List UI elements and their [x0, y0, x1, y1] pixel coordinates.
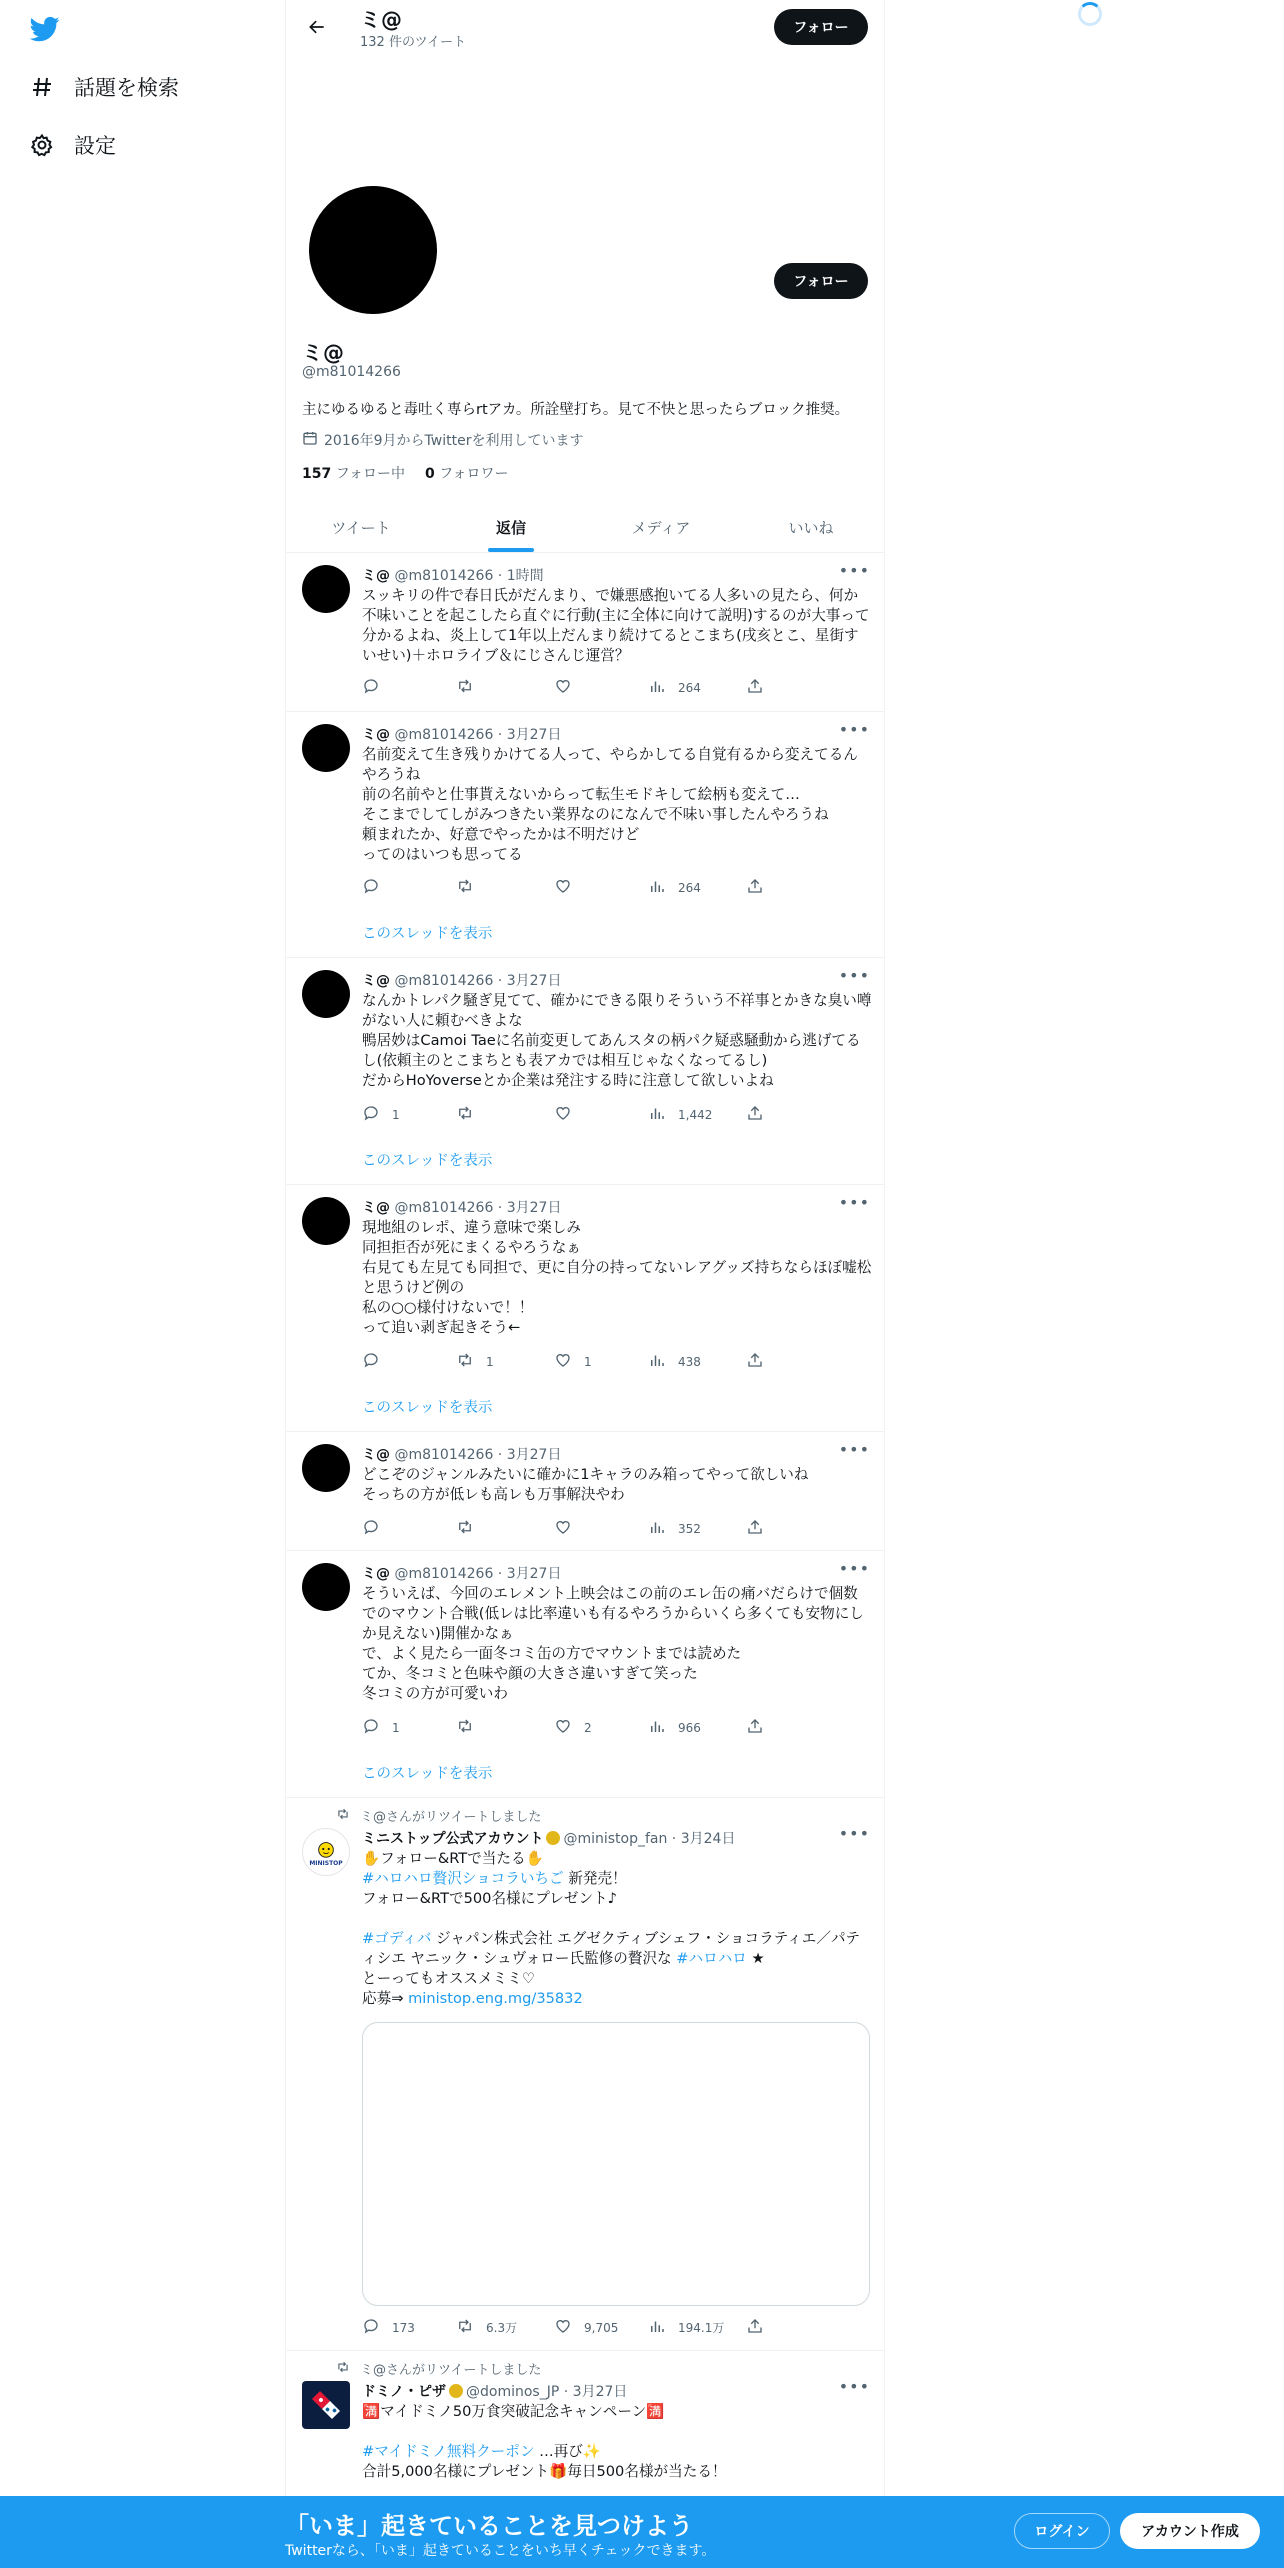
calendar-icon: [302, 430, 318, 450]
like-count: 2: [584, 1720, 592, 1735]
nav-explore[interactable]: [28, 67, 179, 107]
like-button[interactable]: [554, 1351, 592, 1372]
retweet-icon: [456, 1518, 474, 1539]
share-button[interactable]: [746, 1351, 764, 1372]
tweet-text-line: ★: [746, 1950, 765, 1967]
show-thread-link[interactable]: このスレッドを表示: [362, 1766, 493, 1782]
like-button[interactable]: [554, 1717, 592, 1738]
hashtag-link[interactable]: #ハロハロ贅沢ショコラいちご: [362, 1870, 564, 1887]
share-button[interactable]: [746, 877, 764, 898]
more-options-icon[interactable]: •••: [838, 1193, 870, 1212]
views-count: 438: [678, 1354, 701, 1369]
hashtag-link[interactable]: #ゴディバ: [362, 1930, 432, 1947]
retweet-icon: [456, 1717, 474, 1738]
views-count: 1,442: [678, 1107, 713, 1122]
reply-icon: [362, 677, 380, 698]
views-chart-icon: [648, 677, 666, 698]
reply-icon: [362, 1717, 380, 1738]
views-count: 264: [678, 880, 701, 895]
like-button[interactable]: [554, 877, 584, 898]
tweet-text-line: 🈵マイドミノ50万食突破記念キャンペーン🈵: [362, 2403, 665, 2420]
dominos-logo-icon: [309, 2388, 343, 2422]
signup-prompt-bar: [0, 2496, 1284, 2568]
tweet-actions: [362, 1104, 802, 1124]
views-button[interactable]: [648, 1518, 701, 1539]
views-chart-icon: [648, 1518, 666, 1539]
tweet-actions: [362, 677, 802, 697]
tweet-actions: [362, 1717, 802, 1737]
views-chart-icon: [648, 2317, 666, 2338]
tweet-handle[interactable]: @ministop_fan: [563, 1831, 668, 1847]
retweet-indicator-text: ミ@さんがリツイートしました: [360, 2363, 542, 2378]
like-button[interactable]: [554, 2317, 618, 2338]
tweet[interactable]: [286, 1432, 885, 1551]
profile-follow-button[interactable]: フォロー: [774, 263, 868, 299]
reply-count: 1: [392, 1720, 400, 1735]
tweet-time[interactable]: 3月27日: [506, 1566, 562, 1582]
tweet-text: どこぞのジャンルみたいに確かに1キャラのみ箱ってやって欲しいね そっちの方が低レも高レも万事解決やわ: [362, 1466, 809, 1503]
tweet-header: ミ@ @m81014266 · 3月27日: [362, 727, 562, 743]
retweet-icon: [456, 1104, 474, 1125]
tweet-text-line: フォロー&RTで500名様にプレゼント♪: [362, 1890, 617, 1907]
signup-button[interactable]: アカウント作成: [1120, 2513, 1260, 2549]
retweet-icon: [456, 877, 474, 898]
views-count: 194.1万: [678, 2321, 725, 2335]
tweet-time[interactable]: 3月27日: [506, 973, 562, 989]
tweet-text: [362, 1849, 872, 2009]
tweet-header: ドミノ・ピザ @dominos_JP · 3月27日: [362, 2384, 628, 2400]
retweet-indicator-text: ミ@さんがリツイートしました: [360, 1810, 542, 1825]
profile-joined-text: 2016年9月からTwitterを利用しています: [324, 433, 584, 449]
tweet[interactable]: [286, 958, 885, 1185]
tweet-avatar[interactable]: [302, 724, 350, 772]
ministop-logo-icon: [315, 1838, 337, 1860]
heart-icon: [554, 2317, 572, 2338]
tweet-actions: [362, 2317, 802, 2337]
share-icon: [746, 1104, 764, 1125]
share-icon: [746, 877, 764, 898]
reply-count: 173: [392, 2320, 415, 2335]
profile-avatar[interactable]: [306, 183, 440, 317]
main-column: [285, 0, 885, 2568]
media-card[interactable]: [362, 2022, 870, 2306]
reply-icon: [362, 2317, 380, 2338]
share-icon: [746, 1518, 764, 1539]
tweet-avatar[interactable]: [302, 565, 350, 613]
tab-tweets[interactable]: ツイート: [331, 519, 391, 537]
tweet-time[interactable]: 3月27日: [506, 1447, 562, 1463]
following-label: フォロー中: [335, 466, 405, 482]
share-icon: [746, 1717, 764, 1738]
profile-handle: @m81014266: [302, 364, 401, 380]
profile-bio: 主にゆるゆると毒吐く専らrtアカ。所詮壁打ち。見て不快と思ったらブロック推奨。: [302, 402, 850, 418]
retweet-small-icon: [336, 1807, 350, 1825]
retweeted-tweet-ministop[interactable]: [286, 1798, 885, 2351]
views-button[interactable]: [648, 1351, 701, 1372]
retweet-small-icon: [336, 2360, 350, 2378]
verified-badge-icon: [546, 1831, 560, 1845]
tweet-author-name[interactable]: ミ@: [362, 973, 390, 989]
tweet-header: ミ@ @m81014266 · 3月27日: [362, 1447, 562, 1463]
tweet-avatar[interactable]: [302, 1563, 350, 1611]
tweet[interactable]: [286, 1551, 885, 1798]
tweet-text-line: 新発売！: [563, 1870, 627, 1887]
reply-icon: [362, 1518, 380, 1539]
tweet-time[interactable]: 3月27日: [506, 727, 562, 743]
tweet-text-line: 応募⇒: [362, 1990, 409, 2007]
tweet-time[interactable]: 3月27日: [572, 2384, 628, 2400]
more-options-icon[interactable]: •••: [838, 1559, 870, 1578]
tweet-avatar[interactable]: [302, 1444, 350, 1492]
heart-icon: [554, 877, 572, 898]
tweet-handle[interactable]: @m81014266: [394, 568, 494, 584]
share-button[interactable]: [746, 1717, 764, 1738]
tweet-actions: [362, 877, 802, 897]
tweet-handle[interactable]: @m81014266: [394, 727, 494, 743]
like-button[interactable]: [554, 1518, 584, 1539]
profile-joined: [302, 430, 583, 450]
heart-icon: [554, 677, 572, 698]
reply-button[interactable]: [362, 877, 392, 898]
tweet-text: [362, 2402, 872, 2482]
tweet-time[interactable]: 3月27日: [506, 1200, 562, 1216]
show-thread-link[interactable]: このスレッドを表示: [362, 1400, 493, 1416]
reply-button[interactable]: [362, 2317, 415, 2338]
views-chart-icon: [648, 877, 666, 898]
show-thread-link[interactable]: このスレッドを表示: [362, 1153, 493, 1169]
tweet-time[interactable]: 3月24日: [680, 1831, 736, 1847]
tweet-actions: [362, 1518, 802, 1538]
views-count: 264: [678, 680, 701, 695]
tweet-text: 現地組のレポ、違う意味で楽しみ 同担拒否が死にまくるやろうなぁ 右見ても左見ても同担で、更に自分の持ってないレアグッズ持ちならほぼ嘘松と思うけど例の 私の○○様付けないで！！ って追い剥ぎ起きそう←: [362, 1219, 872, 1336]
tweet-text-line: ジャパン株式会社 エグゼクティブシェフ・ショコラティエ／パティシエ ヤニック・シュヴォロー氏監修の贅沢な: [362, 1930, 861, 1967]
twitter-logo-icon[interactable]: [28, 14, 62, 44]
tweet-time[interactable]: 1時間: [506, 568, 544, 584]
signup-prompt-title: 「いま」起きていることを見つけよう: [285, 2512, 693, 2540]
reply-icon: [362, 1104, 380, 1125]
tweet-avatar[interactable]: [302, 1197, 350, 1245]
login-button[interactable]: ログイン: [1014, 2513, 1110, 2549]
ministop-logo-text: MINISTOP: [309, 1859, 343, 1867]
more-options-icon[interactable]: •••: [838, 2377, 870, 2396]
tweet-handle[interactable]: @m81014266: [394, 1447, 494, 1463]
ministop-avatar[interactable]: [302, 1828, 350, 1876]
header-tweet-count: 132 件のツイート: [360, 35, 467, 50]
nav-settings-label: 設定: [74, 134, 116, 158]
tweet-author-name[interactable]: ミニストップ公式アカウント: [362, 1831, 544, 1847]
retweet-button[interactable]: [456, 1518, 486, 1539]
heart-icon: [554, 1518, 572, 1539]
share-icon: [746, 677, 764, 698]
hashtag-link[interactable]: #マイドミノ無料クーポン: [362, 2443, 535, 2460]
profile-name: ミ@: [302, 341, 344, 365]
reply-count: 1: [392, 1107, 400, 1122]
tweet-header: ミ@ @m81014266 · 1時間: [362, 568, 544, 584]
tab-replies[interactable]: 返信: [436, 503, 586, 552]
dominos-avatar[interactable]: [302, 2381, 350, 2429]
retweet-button[interactable]: [456, 1104, 486, 1125]
hashtag-icon: [28, 73, 56, 101]
tweet-handle[interactable]: @m81014266: [394, 973, 494, 989]
like-button[interactable]: [554, 677, 584, 698]
retweet-button[interactable]: [456, 677, 486, 698]
verified-badge-icon: [449, 2384, 463, 2398]
tweet-handle[interactable]: @m81014266: [394, 1200, 494, 1216]
tweet-header: ミ@ @m81014266 · 3月27日: [362, 1200, 562, 1216]
reply-button[interactable]: [362, 677, 392, 698]
nav-explore-label: 話題を検索: [74, 76, 179, 100]
profile-header-bar: [286, 0, 885, 54]
more-options-icon[interactable]: •••: [838, 966, 870, 985]
reply-icon: [362, 1351, 380, 1372]
tweet-text: 名前変えて生き残りかけてる人って、やらかしてる自覚有るから変えてるんやろうね 前の名前やと仕事貰えないからって転生モドキして絵柄も変えて… そこまでしてしがみつきたい業界なのになんで不味い事したんやろうね 頼まれたか、好意でやったかは不明だけど ってのはいつも思ってる: [362, 746, 858, 863]
retweet-indicator: [336, 1806, 541, 1825]
tweet-text: そういえば、今回のエレメント上映会はこの前のエレ缶の痛バだらけで個数でのマウント合戦(低レは比率違いも有るやろうからいくら多くても安物にしか見えない)開催かなぁ で、よく見たら一面冬コミ缶の方でマウントまでは読めた てか、冬コミと色味や顔の大きさ違いすぎて笑った 冬コミの方が可愛いわ: [362, 1585, 864, 1702]
tweet-author-name[interactable]: ミ@: [362, 727, 390, 743]
views-chart-icon: [648, 1104, 666, 1125]
tweet-header: ミ@ @m81014266 · 3月27日: [362, 973, 562, 989]
views-chart-icon: [648, 1717, 666, 1738]
reply-icon: [362, 877, 380, 898]
tweet-handle[interactable]: @dominos_JP: [466, 2384, 560, 2400]
more-options-icon[interactable]: •••: [838, 561, 870, 580]
tweet-text: スッキリの件で春日氏がだんまり、で嫌悪感抱いてる人多いの見たら、何か不味いことを起こしたら直ぐに行動(主に全体に向けて説明)するのが大事って分かるよね、炎上して1年以上だんまり続けてるとこまち(戌亥とこ、星街すいせい)＋ホロライブ＆にじさんじ運営？: [362, 587, 870, 664]
tab-media[interactable]: メディア: [631, 519, 691, 537]
back-arrow-icon[interactable]: [300, 12, 334, 42]
tweet[interactable]: [286, 1185, 885, 1432]
tweet-author-name[interactable]: ミ@: [362, 1447, 390, 1463]
followers-label: フォロワー: [439, 466, 509, 482]
tweet-author-name[interactable]: ミ@: [362, 568, 390, 584]
show-thread-link[interactable]: このスレッドを表示: [362, 926, 493, 942]
views-button[interactable]: [648, 2317, 724, 2338]
following-count: 157: [302, 466, 332, 482]
profile-tabs: [286, 503, 885, 553]
retweet-count: 1: [486, 1354, 494, 1369]
tweet-author-name[interactable]: ミ@: [362, 1200, 390, 1216]
signup-prompt-subtitle: Twitterなら、「いま」起きていることをいち早くチェックできます。: [285, 2543, 716, 2559]
tweet-header: ミ@ @m81014266 · 3月27日: [362, 1566, 562, 1582]
tweet-header: ミニストップ公式アカウント @ministop_fan · 3月24日: [362, 1831, 736, 1847]
reply-button[interactable]: [362, 1717, 400, 1738]
more-options-icon[interactable]: •••: [838, 1440, 870, 1459]
more-options-icon[interactable]: •••: [838, 720, 870, 739]
hashtag-link[interactable]: #ハロハロ: [676, 1950, 747, 1967]
retweet-button[interactable]: [456, 1351, 494, 1372]
header-name: ミ@: [360, 8, 402, 32]
tweet-text-line: ✋フォロー&RTで当たる✋: [362, 1850, 544, 1867]
retweet-icon: [456, 2317, 474, 2338]
external-link[interactable]: ministop.eng.mg/35832: [408, 1990, 583, 2007]
like-count: 1: [584, 1354, 592, 1369]
tab-likes[interactable]: いいね: [788, 519, 834, 537]
heart-icon: [554, 1717, 572, 1738]
retweeted-tweet-dominos[interactable]: [286, 2351, 885, 2511]
tweet-text-line: 合計5,000名様にプレゼント🎁毎日500名様が当たる！: [362, 2463, 727, 2480]
tweet-avatar[interactable]: [302, 970, 350, 1018]
tweet-author-name[interactable]: ミ@: [362, 1566, 390, 1582]
tweet-author-name[interactable]: ドミノ・ピザ: [362, 2384, 446, 2400]
following-stat[interactable]: [302, 463, 405, 483]
tweet-text: なんかトレパク騒ぎ見てて、確かにできる限りそういう不祥事とかきな臭い噂がない人に頼むべきよな 鴨居妙はCamoi Taeに名前変更してあんスタの柄パク疑惑騒動から逃げてるし(依頼主のとこまちとも表アカでは相互じゃなくなってるし) だからHoYoverseとか企業は発注する時に注意して欲しいよね: [362, 992, 872, 1089]
like-count: 9,705: [584, 2320, 619, 2335]
tweet-handle[interactable]: @m81014266: [394, 1566, 494, 1582]
retweet-button[interactable]: [456, 877, 486, 898]
more-options-icon[interactable]: •••: [838, 1824, 870, 1843]
share-icon: [746, 2317, 764, 2338]
tweet-actions: [362, 1351, 802, 1371]
profile-stats: [302, 463, 509, 483]
retweet-button[interactable]: [456, 1717, 486, 1738]
share-button[interactable]: [746, 2317, 764, 2338]
followers-count: 0: [425, 466, 435, 482]
gear-icon: [28, 131, 56, 159]
reply-button[interactable]: [362, 1104, 400, 1125]
reply-button[interactable]: [362, 1518, 392, 1539]
share-button[interactable]: [746, 1518, 764, 1539]
heart-icon: [554, 1104, 572, 1125]
views-chart-icon: [648, 1351, 666, 1372]
retweet-indicator: [336, 2359, 541, 2378]
tweet-text-line: …再び✨: [534, 2443, 602, 2460]
views-button[interactable]: [648, 1717, 701, 1738]
retweet-icon: [456, 1351, 474, 1372]
reply-button[interactable]: [362, 1351, 392, 1372]
retweet-button[interactable]: [456, 2317, 517, 2338]
nav-settings[interactable]: [28, 125, 116, 165]
views-button[interactable]: [648, 677, 701, 698]
views-button[interactable]: [648, 1104, 712, 1125]
tweet[interactable]: [286, 712, 885, 958]
share-button[interactable]: [746, 1104, 764, 1125]
heart-icon: [554, 1351, 572, 1372]
views-count: 966: [678, 1720, 701, 1735]
loading-spinner-icon: [1078, 2, 1102, 26]
retweet-icon: [456, 677, 474, 698]
share-icon: [746, 1351, 764, 1372]
tweet[interactable]: [286, 553, 885, 712]
share-button[interactable]: [746, 677, 764, 698]
tweet-text-line: とーってもオススメミミ♡: [362, 1970, 535, 1987]
header-follow-button[interactable]: フォロー: [774, 9, 868, 45]
views-count: 352: [678, 1521, 701, 1536]
followers-stat[interactable]: [425, 463, 509, 483]
like-button[interactable]: [554, 1104, 584, 1125]
retweet-count: 6.3万: [486, 2321, 518, 2335]
views-button[interactable]: [648, 877, 701, 898]
